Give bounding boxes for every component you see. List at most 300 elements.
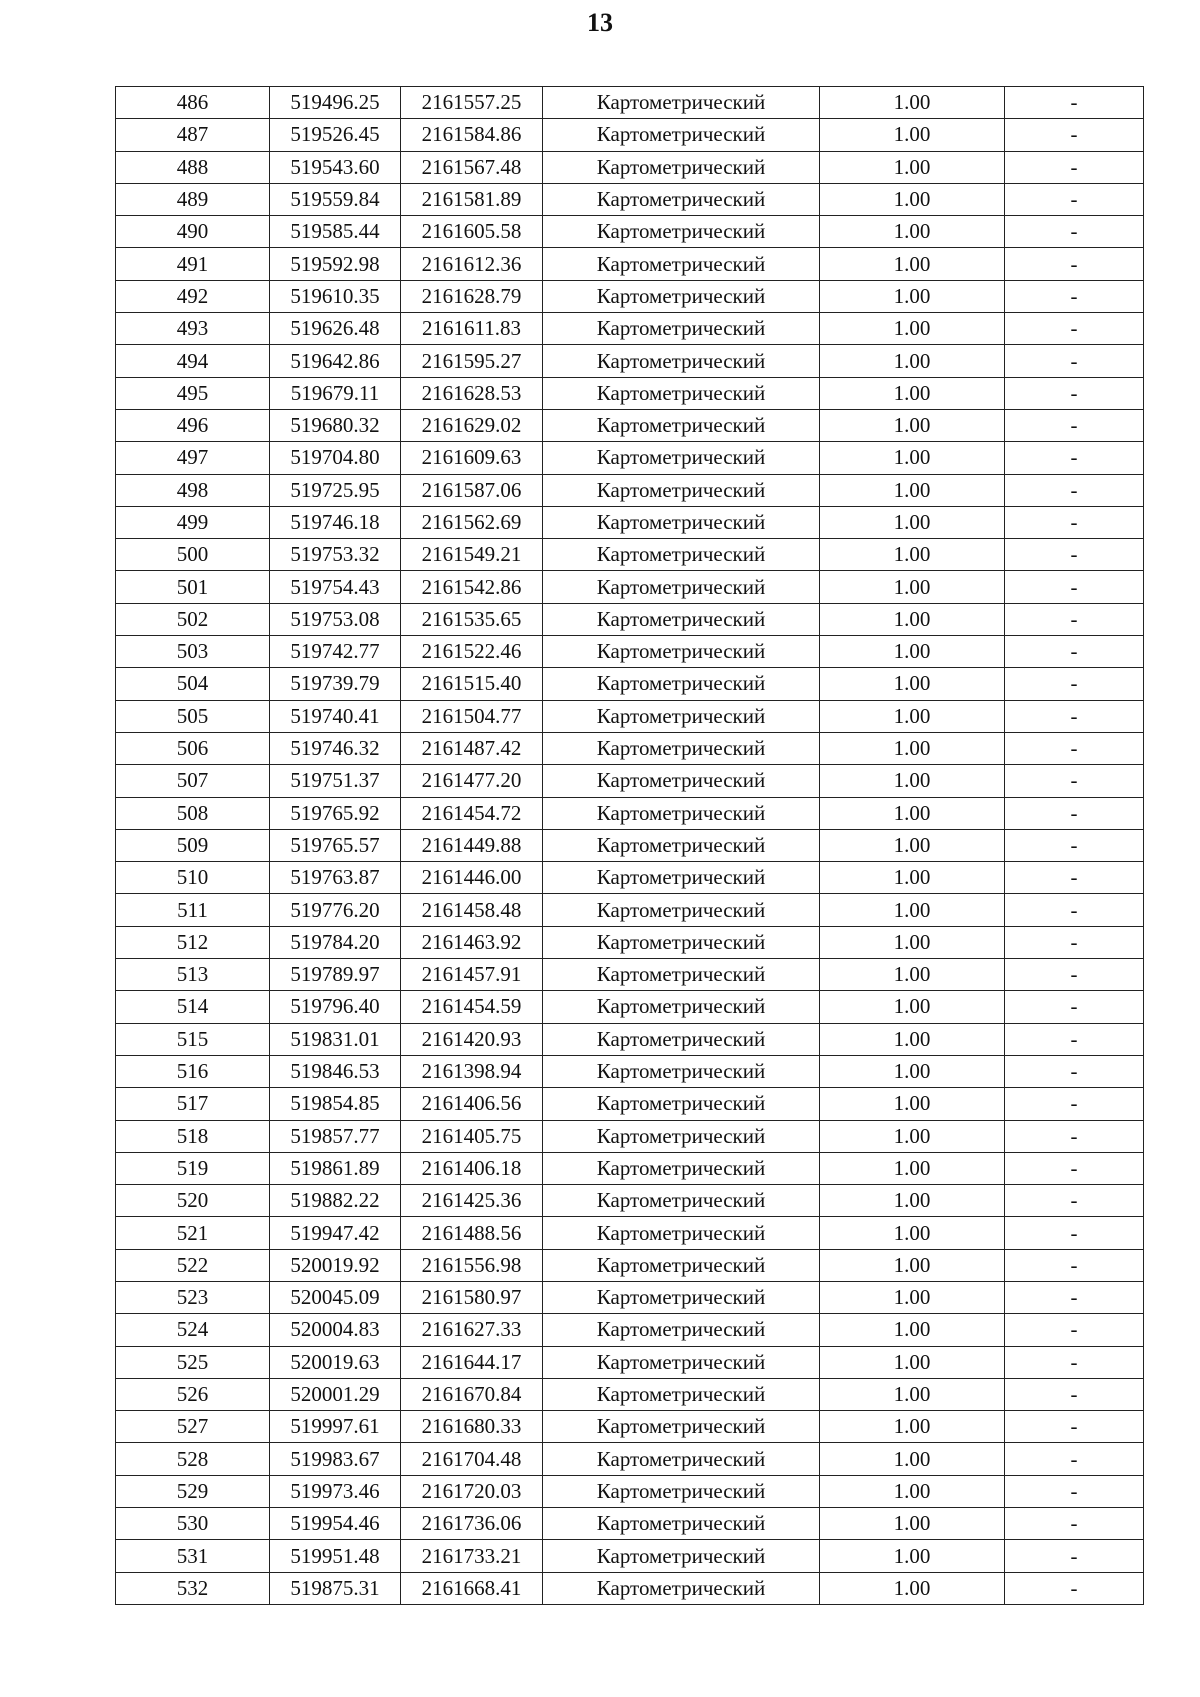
x-coordinate-cell: 519947.42	[270, 1217, 401, 1249]
description-cell: -	[1005, 539, 1144, 571]
description-cell: -	[1005, 313, 1144, 345]
point-number-cell: 502	[116, 603, 270, 635]
coordinates-table-body	[116, 87, 1144, 1605]
method-cell: Картометрический	[543, 1540, 820, 1572]
description-cell: -	[1005, 1088, 1144, 1120]
point-number-cell: 509	[116, 829, 270, 861]
point-number-cell: 523	[116, 1281, 270, 1313]
table-row	[116, 571, 1144, 603]
y-coordinate-cell: 2161542.86	[401, 571, 543, 603]
table-row	[116, 87, 1144, 119]
accuracy-cell: 1.00	[820, 183, 1005, 215]
method-cell: Картометрический	[543, 151, 820, 183]
table-row	[116, 1281, 1144, 1313]
accuracy-cell: 1.00	[820, 1314, 1005, 1346]
accuracy-cell: 1.00	[820, 409, 1005, 441]
accuracy-cell: 1.00	[820, 1023, 1005, 1055]
method-cell: Картометрический	[543, 1475, 820, 1507]
x-coordinate-cell: 519763.87	[270, 862, 401, 894]
point-number-cell: 498	[116, 474, 270, 506]
y-coordinate-cell: 2161457.91	[401, 959, 543, 991]
point-number-cell: 520	[116, 1185, 270, 1217]
method-cell: Картометрический	[543, 926, 820, 958]
y-coordinate-cell: 2161628.53	[401, 377, 543, 409]
point-number-cell: 499	[116, 506, 270, 538]
table-row	[116, 280, 1144, 312]
table-row	[116, 1475, 1144, 1507]
y-coordinate-cell: 2161733.21	[401, 1540, 543, 1572]
x-coordinate-cell: 519765.92	[270, 797, 401, 829]
description-cell: -	[1005, 1572, 1144, 1604]
method-cell: Картометрический	[543, 474, 820, 506]
y-coordinate-cell: 2161406.56	[401, 1088, 543, 1120]
accuracy-cell: 1.00	[820, 700, 1005, 732]
y-coordinate-cell: 2161587.06	[401, 474, 543, 506]
coordinates-table	[115, 86, 1144, 1605]
method-cell: Картометрический	[543, 765, 820, 797]
description-cell: -	[1005, 700, 1144, 732]
description-cell: -	[1005, 1346, 1144, 1378]
method-cell: Картометрический	[543, 1023, 820, 1055]
y-coordinate-cell: 2161556.98	[401, 1249, 543, 1281]
point-number-cell: 529	[116, 1475, 270, 1507]
accuracy-cell: 1.00	[820, 87, 1005, 119]
point-number-cell: 491	[116, 248, 270, 280]
description-cell: -	[1005, 1249, 1144, 1281]
method-cell: Картометрический	[543, 313, 820, 345]
accuracy-cell: 1.00	[820, 474, 1005, 506]
accuracy-cell: 1.00	[820, 1055, 1005, 1087]
description-cell: -	[1005, 894, 1144, 926]
table-row	[116, 603, 1144, 635]
page-number: 13	[587, 8, 613, 37]
x-coordinate-cell: 519983.67	[270, 1443, 401, 1475]
table-row	[116, 313, 1144, 345]
method-cell: Картометрический	[543, 1572, 820, 1604]
y-coordinate-cell: 2161704.48	[401, 1443, 543, 1475]
description-cell: -	[1005, 1185, 1144, 1217]
description-cell: -	[1005, 1023, 1144, 1055]
table-row	[116, 442, 1144, 474]
description-cell: -	[1005, 991, 1144, 1023]
y-coordinate-cell: 2161463.92	[401, 926, 543, 958]
y-coordinate-cell: 2161612.36	[401, 248, 543, 280]
point-number-cell: 489	[116, 183, 270, 215]
x-coordinate-cell: 519704.80	[270, 442, 401, 474]
accuracy-cell: 1.00	[820, 1281, 1005, 1313]
x-coordinate-cell: 519753.32	[270, 539, 401, 571]
accuracy-cell: 1.00	[820, 1249, 1005, 1281]
y-coordinate-cell: 2161567.48	[401, 151, 543, 183]
description-cell: -	[1005, 474, 1144, 506]
description-cell: -	[1005, 87, 1144, 119]
y-coordinate-cell: 2161504.77	[401, 700, 543, 732]
method-cell: Картометрический	[543, 1378, 820, 1410]
accuracy-cell: 1.00	[820, 216, 1005, 248]
description-cell: -	[1005, 797, 1144, 829]
point-number-cell: 508	[116, 797, 270, 829]
method-cell: Картометрический	[543, 571, 820, 603]
y-coordinate-cell: 2161668.41	[401, 1572, 543, 1604]
method-cell: Картометрический	[543, 636, 820, 668]
method-cell: Картометрический	[543, 732, 820, 764]
method-cell: Картометрический	[543, 829, 820, 861]
table-row	[116, 668, 1144, 700]
y-coordinate-cell: 2161627.33	[401, 1314, 543, 1346]
accuracy-cell: 1.00	[820, 1185, 1005, 1217]
point-number-cell: 524	[116, 1314, 270, 1346]
description-cell: -	[1005, 765, 1144, 797]
x-coordinate-cell: 519543.60	[270, 151, 401, 183]
accuracy-cell: 1.00	[820, 765, 1005, 797]
description-cell: -	[1005, 668, 1144, 700]
y-coordinate-cell: 2161680.33	[401, 1411, 543, 1443]
accuracy-cell: 1.00	[820, 1572, 1005, 1604]
method-cell: Картометрический	[543, 377, 820, 409]
table-row	[116, 1378, 1144, 1410]
accuracy-cell: 1.00	[820, 1088, 1005, 1120]
x-coordinate-cell: 519776.20	[270, 894, 401, 926]
accuracy-cell: 1.00	[820, 1217, 1005, 1249]
point-number-cell: 492	[116, 280, 270, 312]
accuracy-cell: 1.00	[820, 862, 1005, 894]
x-coordinate-cell: 519725.95	[270, 474, 401, 506]
table-row	[116, 797, 1144, 829]
point-number-cell: 496	[116, 409, 270, 441]
y-coordinate-cell: 2161720.03	[401, 1475, 543, 1507]
accuracy-cell: 1.00	[820, 280, 1005, 312]
x-coordinate-cell: 519796.40	[270, 991, 401, 1023]
description-cell: -	[1005, 506, 1144, 538]
y-coordinate-cell: 2161562.69	[401, 506, 543, 538]
table-row	[116, 345, 1144, 377]
method-cell: Картометрический	[543, 345, 820, 377]
table-row	[116, 183, 1144, 215]
method-cell: Картометрический	[543, 700, 820, 732]
x-coordinate-cell: 520019.92	[270, 1249, 401, 1281]
x-coordinate-cell: 519526.45	[270, 119, 401, 151]
method-cell: Картометрический	[543, 119, 820, 151]
accuracy-cell: 1.00	[820, 797, 1005, 829]
method-cell: Картометрический	[543, 862, 820, 894]
x-coordinate-cell: 519610.35	[270, 280, 401, 312]
description-cell: -	[1005, 377, 1144, 409]
point-number-cell: 514	[116, 991, 270, 1023]
description-cell: -	[1005, 1314, 1144, 1346]
table-row	[116, 1217, 1144, 1249]
x-coordinate-cell: 519680.32	[270, 409, 401, 441]
y-coordinate-cell: 2161736.06	[401, 1508, 543, 1540]
point-number-cell: 501	[116, 571, 270, 603]
description-cell: -	[1005, 636, 1144, 668]
y-coordinate-cell: 2161398.94	[401, 1055, 543, 1087]
x-coordinate-cell: 519973.46	[270, 1475, 401, 1507]
x-coordinate-cell: 519875.31	[270, 1572, 401, 1604]
point-number-cell: 513	[116, 959, 270, 991]
method-cell: Картометрический	[543, 603, 820, 635]
accuracy-cell: 1.00	[820, 668, 1005, 700]
x-coordinate-cell: 519746.32	[270, 732, 401, 764]
table-row	[116, 732, 1144, 764]
y-coordinate-cell: 2161580.97	[401, 1281, 543, 1313]
y-coordinate-cell: 2161458.48	[401, 894, 543, 926]
table-row	[116, 636, 1144, 668]
table-row	[116, 1540, 1144, 1572]
accuracy-cell: 1.00	[820, 539, 1005, 571]
accuracy-cell: 1.00	[820, 151, 1005, 183]
point-number-cell: 515	[116, 1023, 270, 1055]
method-cell: Картометрический	[543, 216, 820, 248]
table-row	[116, 377, 1144, 409]
accuracy-cell: 1.00	[820, 959, 1005, 991]
x-coordinate-cell: 519626.48	[270, 313, 401, 345]
x-coordinate-cell: 520045.09	[270, 1281, 401, 1313]
x-coordinate-cell: 519854.85	[270, 1088, 401, 1120]
table-row	[116, 1314, 1144, 1346]
accuracy-cell: 1.00	[820, 119, 1005, 151]
description-cell: -	[1005, 1152, 1144, 1184]
point-number-cell: 519	[116, 1152, 270, 1184]
method-cell: Картометрический	[543, 1346, 820, 1378]
accuracy-cell: 1.00	[820, 248, 1005, 280]
x-coordinate-cell: 519642.86	[270, 345, 401, 377]
method-cell: Картометрический	[543, 991, 820, 1023]
description-cell: -	[1005, 829, 1144, 861]
point-number-cell: 494	[116, 345, 270, 377]
x-coordinate-cell: 520004.83	[270, 1314, 401, 1346]
description-cell: -	[1005, 183, 1144, 215]
y-coordinate-cell: 2161487.42	[401, 732, 543, 764]
method-cell: Картометрический	[543, 1217, 820, 1249]
x-coordinate-cell: 519831.01	[270, 1023, 401, 1055]
table-row	[116, 1088, 1144, 1120]
accuracy-cell: 1.00	[820, 1120, 1005, 1152]
table-row	[116, 539, 1144, 571]
method-cell: Картометрический	[543, 1314, 820, 1346]
description-cell: -	[1005, 442, 1144, 474]
accuracy-cell: 1.00	[820, 1378, 1005, 1410]
description-cell: -	[1005, 1378, 1144, 1410]
accuracy-cell: 1.00	[820, 1540, 1005, 1572]
point-number-cell: 521	[116, 1217, 270, 1249]
description-cell: -	[1005, 1508, 1144, 1540]
description-cell: -	[1005, 409, 1144, 441]
description-cell: -	[1005, 1540, 1144, 1572]
description-cell: -	[1005, 959, 1144, 991]
accuracy-cell: 1.00	[820, 636, 1005, 668]
x-coordinate-cell: 520001.29	[270, 1378, 401, 1410]
point-number-cell: 486	[116, 87, 270, 119]
table-row	[116, 829, 1144, 861]
x-coordinate-cell: 520019.63	[270, 1346, 401, 1378]
table-row	[116, 506, 1144, 538]
accuracy-cell: 1.00	[820, 313, 1005, 345]
point-number-cell: 516	[116, 1055, 270, 1087]
point-number-cell: 495	[116, 377, 270, 409]
table-row	[116, 119, 1144, 151]
table-row	[116, 474, 1144, 506]
accuracy-cell: 1.00	[820, 506, 1005, 538]
x-coordinate-cell: 519742.77	[270, 636, 401, 668]
x-coordinate-cell: 519739.79	[270, 668, 401, 700]
description-cell: -	[1005, 926, 1144, 958]
method-cell: Картометрический	[543, 668, 820, 700]
y-coordinate-cell: 2161488.56	[401, 1217, 543, 1249]
point-number-cell: 526	[116, 1378, 270, 1410]
table-row	[116, 1152, 1144, 1184]
point-number-cell: 528	[116, 1443, 270, 1475]
accuracy-cell: 1.00	[820, 926, 1005, 958]
y-coordinate-cell: 2161605.58	[401, 216, 543, 248]
y-coordinate-cell: 2161584.86	[401, 119, 543, 151]
accuracy-cell: 1.00	[820, 894, 1005, 926]
description-cell: -	[1005, 280, 1144, 312]
table-row	[116, 1055, 1144, 1087]
point-number-cell: 507	[116, 765, 270, 797]
y-coordinate-cell: 2161595.27	[401, 345, 543, 377]
table-row	[116, 1411, 1144, 1443]
table-row	[116, 1572, 1144, 1604]
description-cell: -	[1005, 1217, 1144, 1249]
point-number-cell: 518	[116, 1120, 270, 1152]
y-coordinate-cell: 2161628.79	[401, 280, 543, 312]
description-cell: -	[1005, 1281, 1144, 1313]
accuracy-cell: 1.00	[820, 1152, 1005, 1184]
x-coordinate-cell: 519784.20	[270, 926, 401, 958]
accuracy-cell: 1.00	[820, 377, 1005, 409]
x-coordinate-cell: 519559.84	[270, 183, 401, 215]
description-cell: -	[1005, 248, 1144, 280]
accuracy-cell: 1.00	[820, 1508, 1005, 1540]
point-number-cell: 497	[116, 442, 270, 474]
y-coordinate-cell: 2161515.40	[401, 668, 543, 700]
y-coordinate-cell: 2161670.84	[401, 1378, 543, 1410]
point-number-cell: 506	[116, 732, 270, 764]
x-coordinate-cell: 519997.61	[270, 1411, 401, 1443]
method-cell: Картометрический	[543, 280, 820, 312]
table-row	[116, 1023, 1144, 1055]
y-coordinate-cell: 2161644.17	[401, 1346, 543, 1378]
point-number-cell: 512	[116, 926, 270, 958]
method-cell: Картометрический	[543, 1249, 820, 1281]
y-coordinate-cell: 2161611.83	[401, 313, 543, 345]
method-cell: Картометрический	[543, 1055, 820, 1087]
x-coordinate-cell: 519754.43	[270, 571, 401, 603]
y-coordinate-cell: 2161557.25	[401, 87, 543, 119]
table-row	[116, 409, 1144, 441]
y-coordinate-cell: 2161446.00	[401, 862, 543, 894]
point-number-cell: 505	[116, 700, 270, 732]
table-row	[116, 700, 1144, 732]
description-cell: -	[1005, 216, 1144, 248]
description-cell: -	[1005, 345, 1144, 377]
point-number-cell: 504	[116, 668, 270, 700]
method-cell: Картометрический	[543, 1088, 820, 1120]
y-coordinate-cell: 2161549.21	[401, 539, 543, 571]
method-cell: Картометрический	[543, 1411, 820, 1443]
y-coordinate-cell: 2161406.18	[401, 1152, 543, 1184]
point-number-cell: 532	[116, 1572, 270, 1604]
x-coordinate-cell: 519496.25	[270, 87, 401, 119]
method-cell: Картометрический	[543, 1281, 820, 1313]
point-number-cell: 488	[116, 151, 270, 183]
table-row	[116, 926, 1144, 958]
table-row	[116, 959, 1144, 991]
x-coordinate-cell: 519679.11	[270, 377, 401, 409]
accuracy-cell: 1.00	[820, 1475, 1005, 1507]
x-coordinate-cell: 519765.57	[270, 829, 401, 861]
point-number-cell: 527	[116, 1411, 270, 1443]
method-cell: Картометрический	[543, 87, 820, 119]
table-row	[116, 151, 1144, 183]
method-cell: Картометрический	[543, 1185, 820, 1217]
accuracy-cell: 1.00	[820, 345, 1005, 377]
x-coordinate-cell: 519746.18	[270, 506, 401, 538]
table-row	[116, 248, 1144, 280]
accuracy-cell: 1.00	[820, 991, 1005, 1023]
x-coordinate-cell: 519954.46	[270, 1508, 401, 1540]
method-cell: Картометрический	[543, 409, 820, 441]
x-coordinate-cell: 519789.97	[270, 959, 401, 991]
table-row	[116, 1443, 1144, 1475]
table-row	[116, 1185, 1144, 1217]
method-cell: Картометрический	[543, 248, 820, 280]
point-number-cell: 500	[116, 539, 270, 571]
point-number-cell: 487	[116, 119, 270, 151]
y-coordinate-cell: 2161405.75	[401, 1120, 543, 1152]
point-number-cell: 530	[116, 1508, 270, 1540]
accuracy-cell: 1.00	[820, 829, 1005, 861]
description-cell: -	[1005, 1055, 1144, 1087]
description-cell: -	[1005, 1443, 1144, 1475]
y-coordinate-cell: 2161454.59	[401, 991, 543, 1023]
point-number-cell: 531	[116, 1540, 270, 1572]
y-coordinate-cell: 2161420.93	[401, 1023, 543, 1055]
point-number-cell: 525	[116, 1346, 270, 1378]
table-row	[116, 765, 1144, 797]
description-cell: -	[1005, 151, 1144, 183]
table-row	[116, 1346, 1144, 1378]
description-cell: -	[1005, 571, 1144, 603]
table-row	[116, 862, 1144, 894]
method-cell: Картометрический	[543, 1152, 820, 1184]
y-coordinate-cell: 2161629.02	[401, 409, 543, 441]
table-row	[116, 1249, 1144, 1281]
y-coordinate-cell: 2161581.89	[401, 183, 543, 215]
y-coordinate-cell: 2161425.36	[401, 1185, 543, 1217]
method-cell: Картометрический	[543, 506, 820, 538]
description-cell: -	[1005, 862, 1144, 894]
description-cell: -	[1005, 732, 1144, 764]
x-coordinate-cell: 519592.98	[270, 248, 401, 280]
x-coordinate-cell: 519740.41	[270, 700, 401, 732]
y-coordinate-cell: 2161535.65	[401, 603, 543, 635]
x-coordinate-cell: 519585.44	[270, 216, 401, 248]
y-coordinate-cell: 2161449.88	[401, 829, 543, 861]
table-row	[116, 1120, 1144, 1152]
x-coordinate-cell: 519857.77	[270, 1120, 401, 1152]
description-cell: -	[1005, 1120, 1144, 1152]
accuracy-cell: 1.00	[820, 571, 1005, 603]
point-number-cell: 503	[116, 636, 270, 668]
table-row	[116, 991, 1144, 1023]
method-cell: Картометрический	[543, 1120, 820, 1152]
point-number-cell: 510	[116, 862, 270, 894]
point-number-cell: 490	[116, 216, 270, 248]
method-cell: Картометрический	[543, 1443, 820, 1475]
accuracy-cell: 1.00	[820, 1443, 1005, 1475]
x-coordinate-cell: 519846.53	[270, 1055, 401, 1087]
